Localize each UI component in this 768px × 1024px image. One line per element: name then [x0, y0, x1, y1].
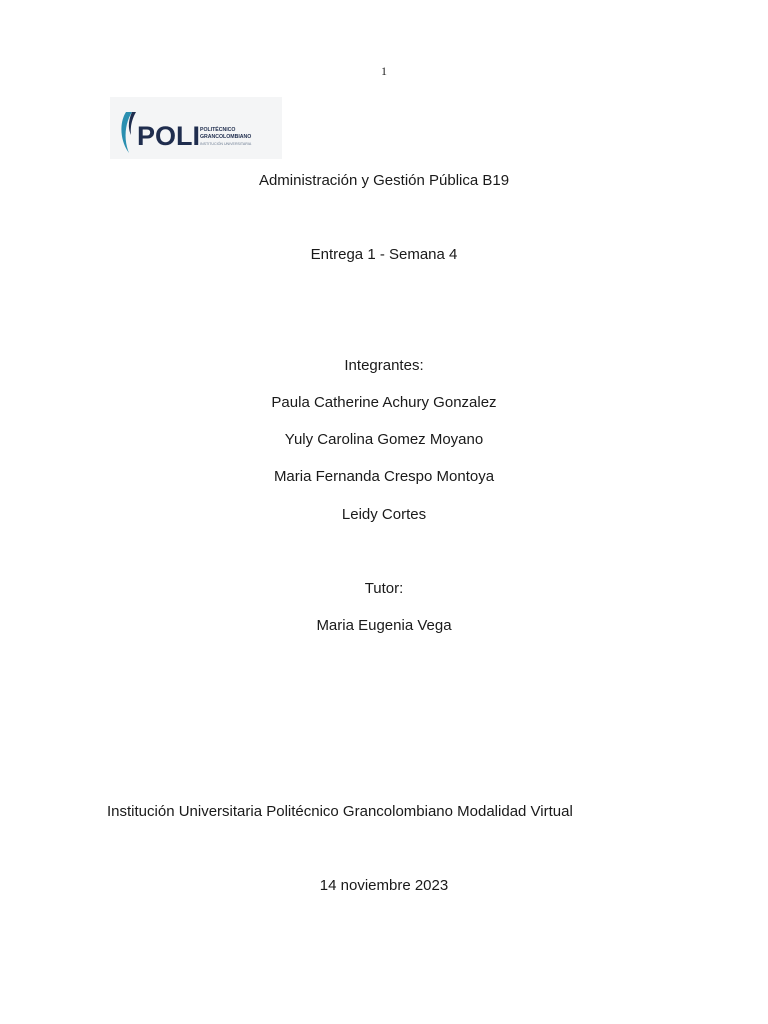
poli-logo-graphic [110, 97, 282, 159]
assignment-title: Entrega 1 - Semana 4 [310, 246, 458, 263]
tutor-heading: Tutor: [364, 580, 404, 597]
tutor-name: Maria Eugenia Vega [316, 617, 452, 634]
logo-line-2: GRANCOLOMBIANO [200, 134, 252, 140]
member-name: Yuly Carolina Gomez Moyano [284, 431, 484, 448]
page-number: 1 [381, 64, 387, 78]
logo-tagline: INSTITUCIÓN UNIVERSITARIA [200, 142, 252, 146]
member-name: Leidy Cortes [341, 506, 427, 523]
poli-logo [110, 97, 282, 159]
institution-line: Institución Universitaria Politécnico Grancolombiano Modalidad Virtual [107, 803, 573, 820]
members-heading: Integrantes: [344, 357, 424, 374]
member-name: Paula Catherine Achury Gonzalez [271, 394, 497, 411]
logo-line-1: POLITÉCNICO [200, 127, 236, 133]
member-name: Maria Fernanda Crespo Montoya [273, 468, 495, 485]
course-title: Administración y Gestión Pública B19 [258, 172, 510, 189]
logo-wordmark: POLI [137, 121, 201, 151]
document-date: 14 noviembre 2023 [319, 877, 449, 894]
